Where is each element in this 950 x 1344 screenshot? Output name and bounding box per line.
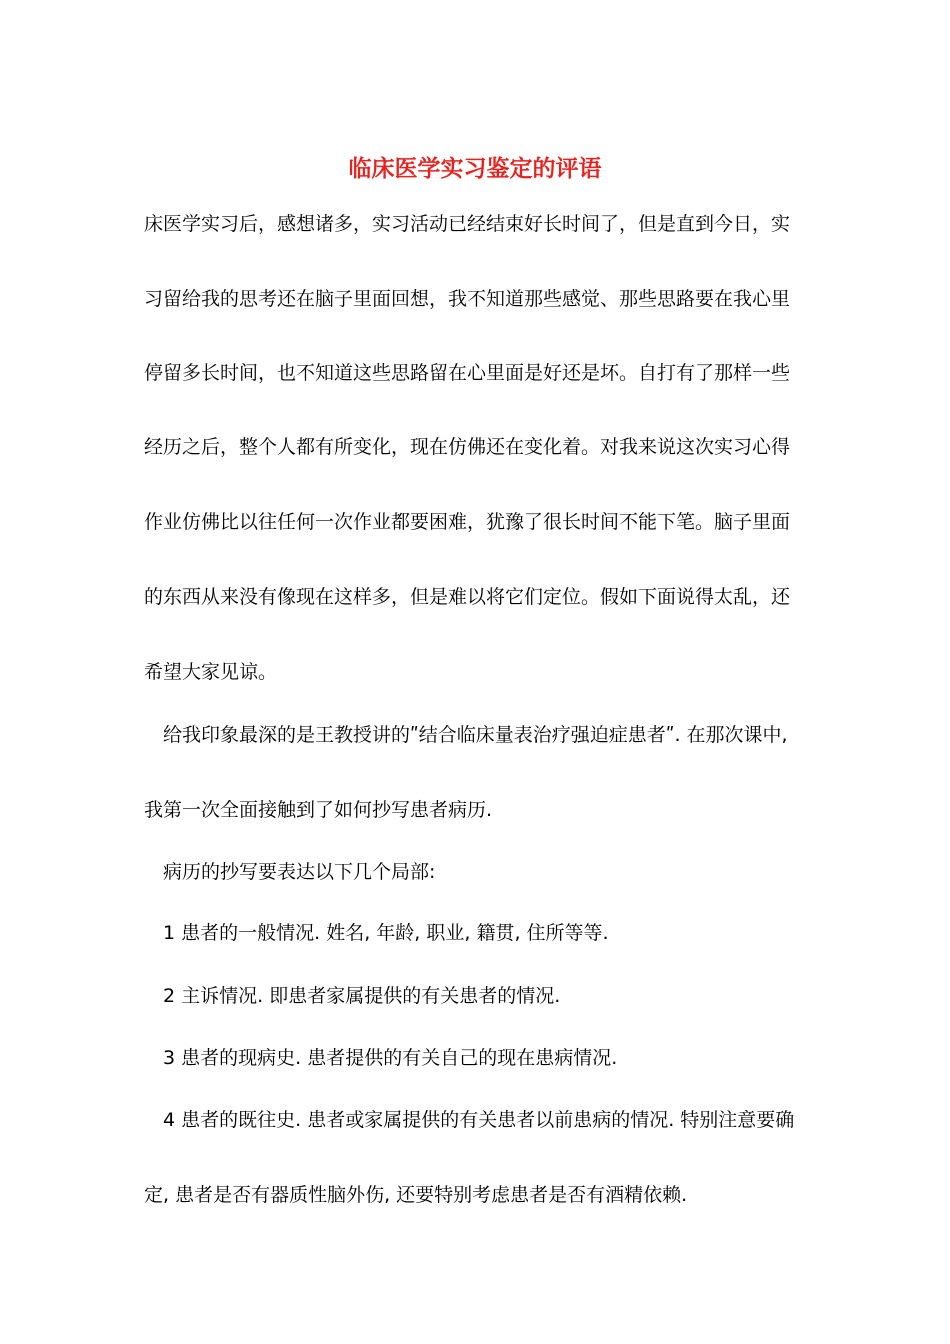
paragraph-line: 希望大家见谅。 <box>144 661 278 683</box>
paragraph-line: 作业仿佛比以往任何一次作业都要困难，犹豫了很长时间不能下笔。脑子里面 <box>144 511 791 533</box>
paragraph-line: 我第一次全面接触到了如何抄写患者病历. <box>144 799 493 821</box>
list-item: 2 主诉情况. 即患者家属提供的有关患者的情况. <box>163 985 561 1007</box>
paragraph-line: 给我印象最深的是王教授讲的ʺ结合临床量表治疗强迫症患者ʺ. 在那次课中, <box>163 724 788 746</box>
paragraph-line: 床医学实习后，感想诸多，实习活动已经结束好长时间了，但是直到今日，实 <box>144 213 791 235</box>
list-item: 3 患者的现病史. 患者提供的有关自己的现在患病情况. <box>163 1047 618 1069</box>
list-item: 1 患者的一般情况. 姓名, 年龄, 职业, 籍贯, 住所等等. <box>163 922 609 944</box>
paragraph-line: 经历之后，整个人都有所变化，现在仿佛还在变化着。对我来说这次实习心得 <box>144 436 791 458</box>
list-item: 4 患者的既往史. 患者或家属提供的有关患者以前患病的情况. 特别注意要确 <box>163 1109 795 1131</box>
paragraph-line: 定, 患者是否有器质性脑外伤, 还要特别考虑患者是否有酒精依赖. <box>144 1184 688 1206</box>
document-title: 临床医学实习鉴定的评语 <box>348 155 602 182</box>
paragraph-line: 的东西从来没有像现在这样多，但是难以将它们定位。假如下面说得太乱，还 <box>144 586 791 608</box>
paragraph-line: 习留给我的思考还在脑子里面回想，我不知道那些感觉、那些思路要在我心里 <box>144 288 791 310</box>
paragraph-line: 停留多长时间，也不知道这些思路留在心里面是好还是坏。自打有了那样一些 <box>144 362 791 384</box>
paragraph-line: 病历的抄写要表达以下几个局部: <box>163 861 436 883</box>
